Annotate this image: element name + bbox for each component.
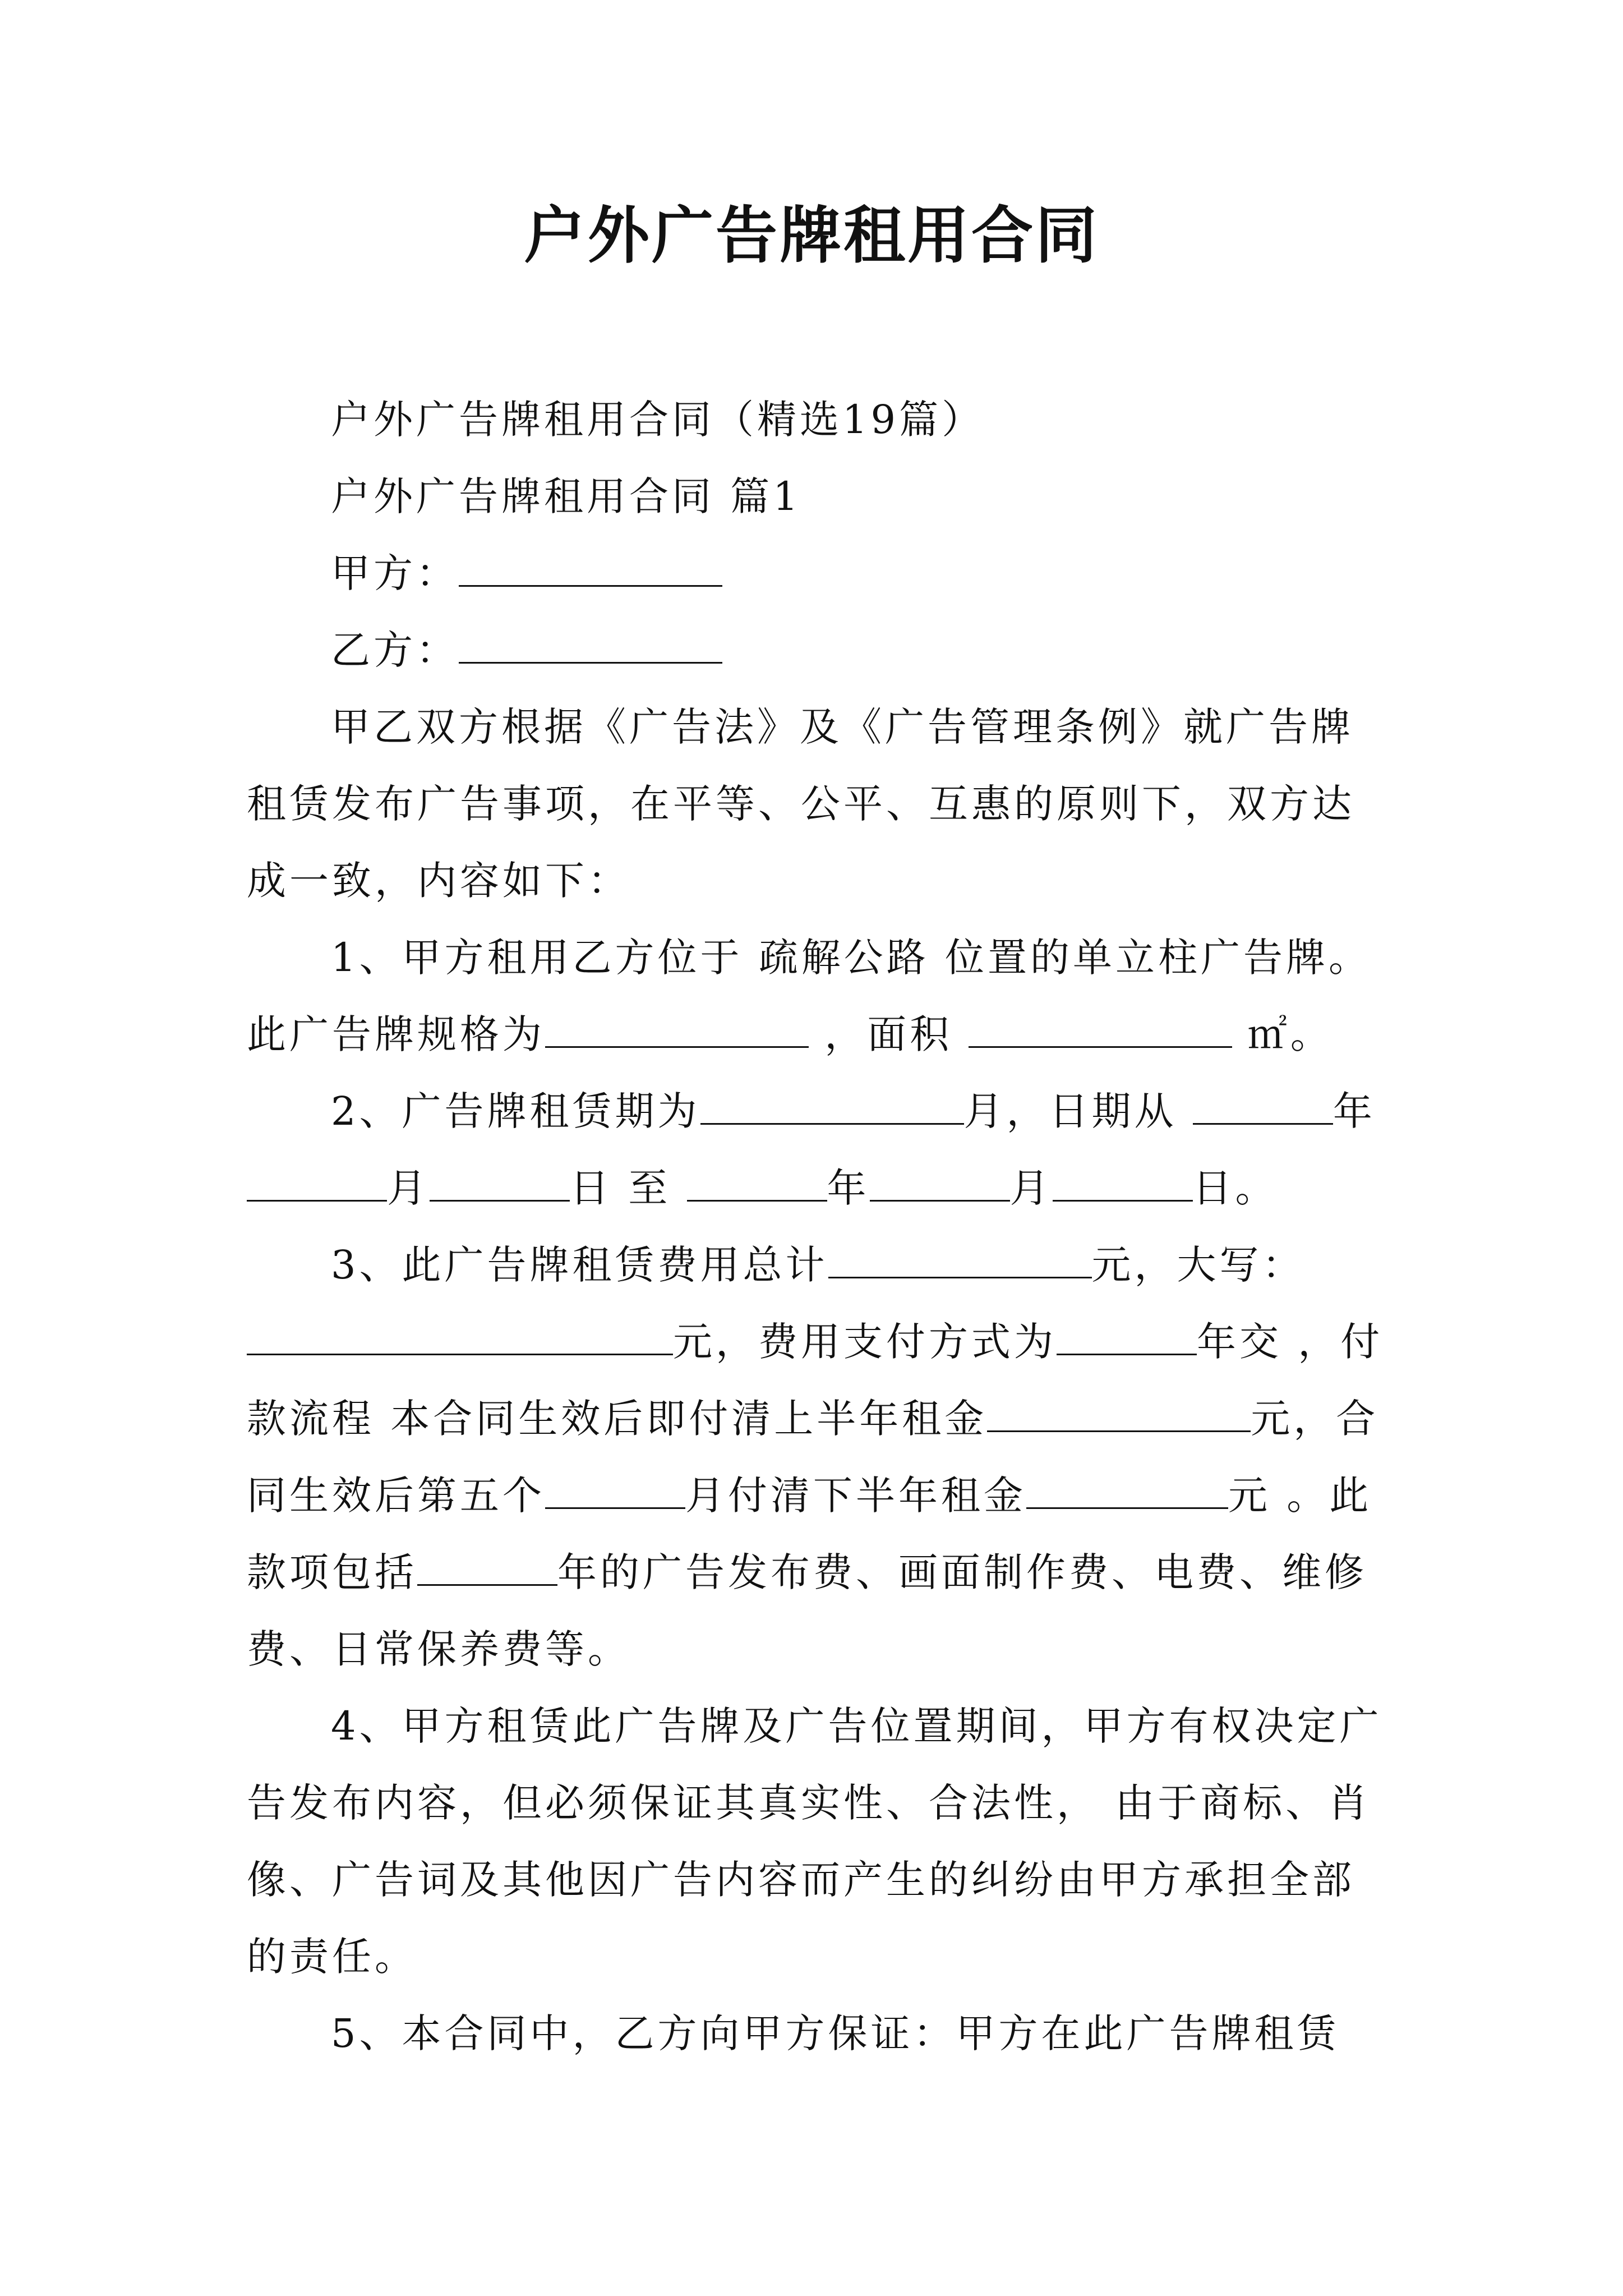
clause-2 xyxy=(247,1073,1391,1227)
party-a-line xyxy=(247,535,1391,612)
end-month-blank[interactable] xyxy=(870,1166,1010,1202)
clause-3-text-a: 3、此广告牌租赁费用总计 xyxy=(331,1242,828,1288)
party-b-blank[interactable] xyxy=(459,628,722,664)
first-half-rent-blank[interactable] xyxy=(987,1397,1251,1432)
section-heading: 户外广告牌租用合同 篇1 xyxy=(331,473,801,519)
end-day-blank[interactable] xyxy=(1053,1166,1193,1202)
document-body xyxy=(247,381,1391,2072)
clause-3 xyxy=(247,1227,1391,1688)
document-title: 户外广告牌租用合同 xyxy=(524,199,1099,272)
start-year-blank[interactable] xyxy=(1193,1089,1333,1125)
start-day-blank[interactable] xyxy=(430,1166,570,1202)
clause-1-text-b: ，面积 xyxy=(809,1011,969,1057)
clause-3-text-f: 月付清下半年租金 xyxy=(685,1473,1026,1519)
fee-uppercase-blank[interactable] xyxy=(247,1320,673,1355)
clause-2-text-g: 月 xyxy=(1009,1165,1053,1211)
second-half-rent-blank[interactable] xyxy=(1026,1474,1228,1509)
clause-2-text-a: 2、广告牌租赁期为 xyxy=(331,1088,700,1134)
clause-1-text-c: ㎡。 xyxy=(1232,1011,1333,1057)
clause-2-text-d: 月 xyxy=(387,1165,430,1211)
clause-3-text-g: 元 。此款项包括 xyxy=(247,1473,1372,1595)
payment-years-blank[interactable] xyxy=(1057,1320,1197,1355)
party-b-label: 乙方： xyxy=(331,627,459,673)
clause-3-text-d: 年交 ，付款流程 本合同生效后即付清上半年租金 xyxy=(247,1319,1384,1442)
term-months-blank[interactable] xyxy=(700,1089,964,1125)
clause-3-text-e: 元，合同生效后第五个 xyxy=(247,1396,1379,1519)
covered-years-blank[interactable] xyxy=(417,1550,557,1586)
clause-3-text-h: 年的广告发布费、画面制作费、电费、维修费、日常保养费等。 xyxy=(247,1549,1367,1672)
clause-3-text-c: 元，费用支付方式为 xyxy=(673,1319,1057,1365)
clause-1-text-a: 1、甲方租用乙方位于 疏解公路 位置的单立柱广告牌。此广告牌规格为 xyxy=(247,935,1372,1057)
intro-paragraph: 甲乙双方根据《广告法》及《广告管理条例》就广告牌租赁发布广告事项，在平等、公平、互惠的原则下，双方达成一致，内容如下： xyxy=(247,704,1355,904)
end-year-blank[interactable] xyxy=(687,1166,827,1202)
total-fee-blank[interactable] xyxy=(828,1243,1092,1278)
spec-blank[interactable] xyxy=(545,1013,809,1048)
area-blank[interactable] xyxy=(969,1013,1232,1048)
clause-5: 5、本合同中，乙方向甲方保证：甲方在此广告牌租赁 xyxy=(331,2010,1340,2056)
clause-4: 4、甲方租赁此广告牌及广告位置期间，甲方有权决定广告发布内容，但必须保证其真实性、合法性， 由于商标、肖像、广告词及其他因广告内容而产生的纠纷由甲方承担全部的责任。 xyxy=(247,1703,1382,1980)
fifth-month-blank[interactable] xyxy=(545,1474,685,1509)
clause-2-text-c: 年 xyxy=(1332,1088,1376,1134)
party-a-label: 甲方： xyxy=(331,550,459,596)
party-b-line xyxy=(247,612,1391,689)
subtitle: 户外广告牌租用合同（精选19篇） xyxy=(331,397,985,443)
clause-1 xyxy=(247,919,1391,1073)
clause-2-text-b: 月，日期从 xyxy=(963,1088,1193,1134)
party-a-blank[interactable] xyxy=(459,551,722,587)
clause-2-text-f: 年 xyxy=(827,1165,870,1211)
clause-2-text-e: 日 至 xyxy=(570,1165,687,1211)
clause-3-text-b: 元，大写： xyxy=(1091,1242,1305,1288)
clause-2-text-h: 日。 xyxy=(1192,1165,1278,1211)
start-month-blank[interactable] xyxy=(247,1166,387,1202)
